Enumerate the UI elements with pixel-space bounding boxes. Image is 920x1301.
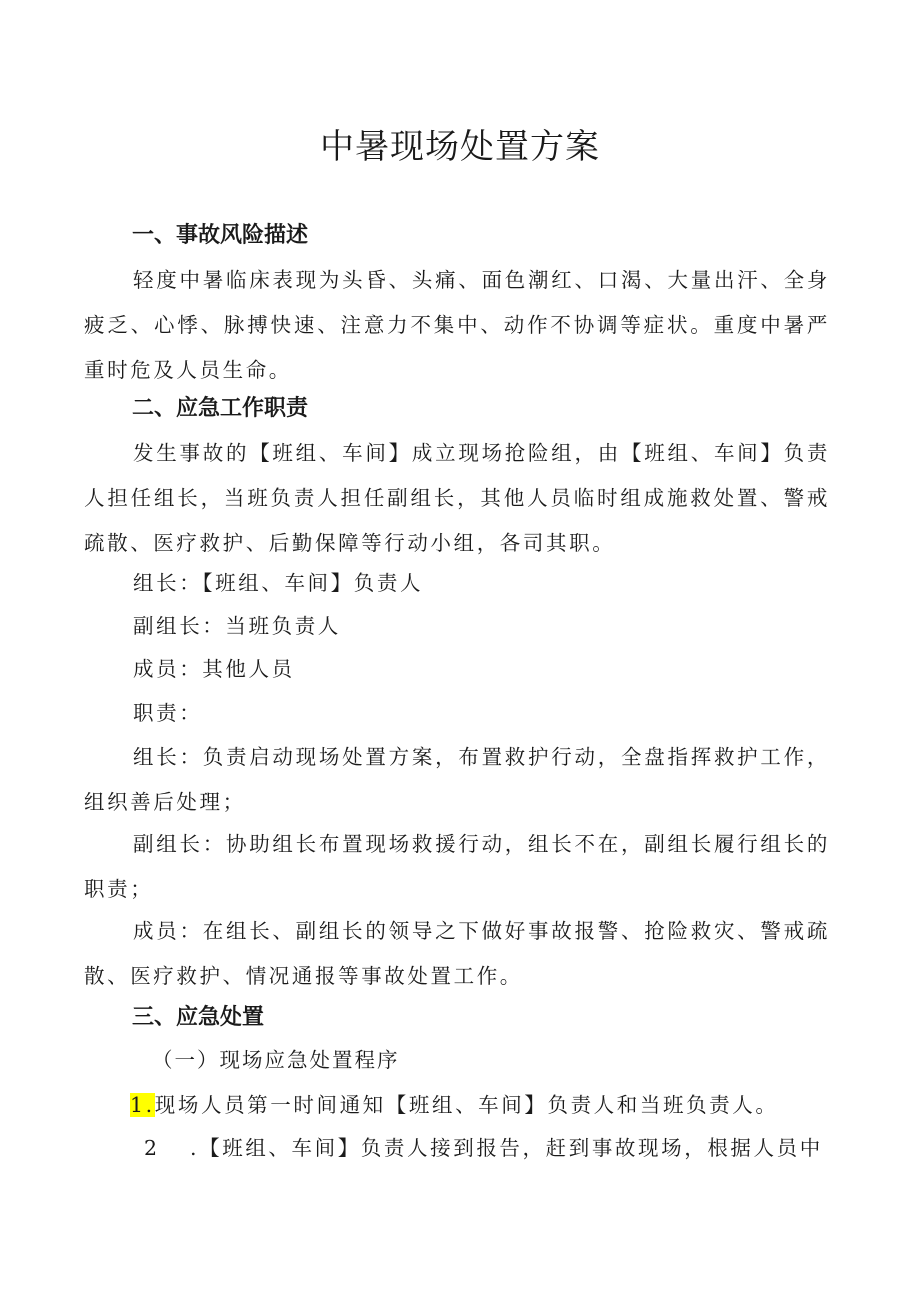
document-title: 中暑现场处置方案 <box>320 127 600 167</box>
members-line: 成员：其他人员 <box>133 657 295 681</box>
paragraph-risk-description: 轻度中暑临床表现为头昏、头痛、面色潮红、口渴、大量出汗、全身疲乏、心悸、脉搏快速、注意力不集中、动作不协调等症状。重度中暑严重时危及人员生命。 <box>84 268 830 382</box>
section-heading-response: 三、应急处置 <box>132 1005 265 1030</box>
section-heading-duties: 二、应急工作职责 <box>132 396 309 421</box>
subsection-procedure: （一）现场应急处置程序 <box>152 1048 400 1072</box>
step-2-text: .【班组、车间】负责人接到报告，赶到事故现场，根据人员中 <box>190 1136 823 1160</box>
section-heading-risk: 一、事故风险描述 <box>132 223 309 248</box>
paragraph-deputy-duty: 副组长：协助组长布置现场救援行动，组长不在，副组长履行组长的职责； <box>84 832 830 901</box>
step-1-number: 1. <box>130 1093 155 1117</box>
leader-line: 组长：【班组、车间】负责人 <box>133 571 424 595</box>
paragraph-team-formation: 发生事故的【班组、车间】成立现场抢险组，由【班组、车间】负责人担任组长，当班负责人担任副组长，其他人员临时组成施救处置、警戒疏散、医疗救护、后勤保障等行动小组，各司其职。 <box>84 441 830 555</box>
duties-label: 职责： <box>133 701 203 725</box>
step-2 <box>144 1133 823 1163</box>
paragraph-members-duty: 成员：在组长、副组长的领导之下做好事故报警、抢险救灾、警戒疏散、医疗救护、情况通报等事故处置工作。 <box>84 919 830 988</box>
paragraph-leader-duty: 组长：负责启动现场处置方案，布置救护行动，全盘指挥救护工作，组织善后处理； <box>84 745 830 814</box>
step-2-number: 2 <box>144 1136 160 1160</box>
step-1-text: 现场人员第一时间通知【班组、车间】负责人和当班负责人。 <box>154 1093 779 1117</box>
step-1 <box>130 1090 778 1120</box>
deputy-line: 副组长：当班负责人 <box>133 614 341 638</box>
